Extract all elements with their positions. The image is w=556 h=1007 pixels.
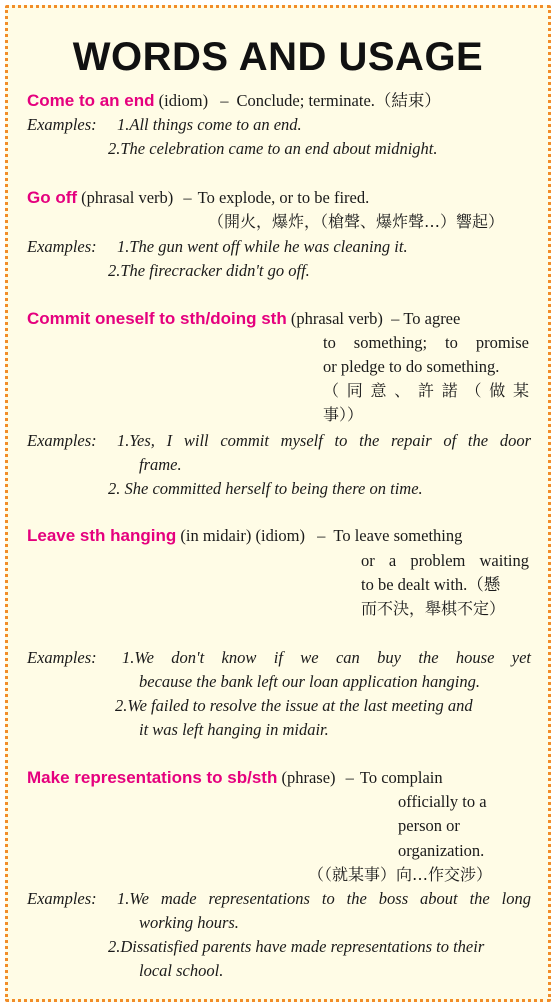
example-line: 1.We don't know if we can buy the house yet [122, 648, 531, 667]
part-of-speech: (phrase) [281, 768, 336, 787]
example-line: it was left hanging in midair. [139, 720, 329, 739]
definition-line: or a problem waiting [361, 551, 529, 570]
term: Make representations to sb/sth [27, 768, 278, 787]
example-line: 2.We failed to resolve the issue at the last meeting and [115, 696, 473, 715]
definition-line: To agree [403, 309, 461, 328]
definition-line: 事）） [323, 405, 364, 424]
dash: – [317, 526, 326, 545]
dash: – [391, 309, 400, 328]
example-line: 1.The gun went off while he was cleaning it. [117, 237, 408, 256]
example-line: frame. [139, 455, 182, 474]
example-line: 1.All things come to an end. [117, 115, 302, 134]
examples-label: Examples: [27, 115, 97, 134]
definition-line: organization. [398, 841, 485, 860]
part-of-speech: (in midair) (idiom) [180, 526, 306, 545]
term: Go off [27, 188, 78, 207]
definition-line: （開火，爆炸，（槍聲、爆炸聲…）響起） [208, 212, 505, 231]
term: Commit oneself to sth/doing sth [27, 309, 287, 328]
example-line: 2.The celebration came to an end about midnight. [108, 139, 438, 158]
part-of-speech: (phrasal verb) [81, 188, 174, 207]
page-title: WORDS AND USAGE [72, 35, 484, 79]
dash: – [183, 188, 192, 207]
dash: – [345, 768, 354, 787]
example-line: 1.We made representations to the boss about the long [117, 889, 531, 908]
part-of-speech: (idiom) [158, 91, 209, 110]
definition-line: person or [398, 816, 460, 835]
example-line: local school. [139, 961, 224, 980]
examples-label: Examples: [27, 431, 97, 450]
example-line: 2.Dissatisfied parents have made representations to their [108, 937, 485, 956]
definition-line: To complain [359, 768, 443, 787]
examples-label: Examples: [27, 237, 97, 256]
examples-label: Examples: [27, 889, 97, 908]
definition-line: Conclude; terminate.（結束） [236, 91, 441, 110]
definition-line: to be dealt with.（懸 [361, 575, 501, 594]
examples-label: Examples: [27, 648, 97, 667]
term: Leave sth hanging [27, 526, 177, 545]
definition-line: To explode, or to be fired. [197, 188, 370, 207]
example-line: 2.The firecracker didn't go off. [108, 261, 310, 280]
example-line: 2. She committed herself to being there on time. [108, 479, 423, 498]
part-of-speech: (phrasal verb) [290, 309, 383, 328]
dash: – [220, 91, 229, 110]
definition-line: officially to a [398, 792, 487, 811]
example-line: because the bank left our loan application hanging. [139, 672, 480, 691]
definition-line: or pledge to do something. [323, 357, 500, 376]
definition-line: （同意、許諾（做某 [323, 381, 529, 400]
definition-line: 而不決，舉棋不定） [361, 599, 506, 618]
term: Come to an end [27, 91, 155, 110]
example-line: 1.Yes, I will commit myself to the repair of the door [117, 431, 531, 450]
definition-line: （（就某事）向…作交涉） [308, 865, 493, 884]
definition-line: To leave something [333, 526, 463, 545]
example-line: working hours. [139, 913, 239, 932]
vocabulary-card [5, 5, 551, 1002]
definition-line: to something; to promise [323, 333, 529, 352]
